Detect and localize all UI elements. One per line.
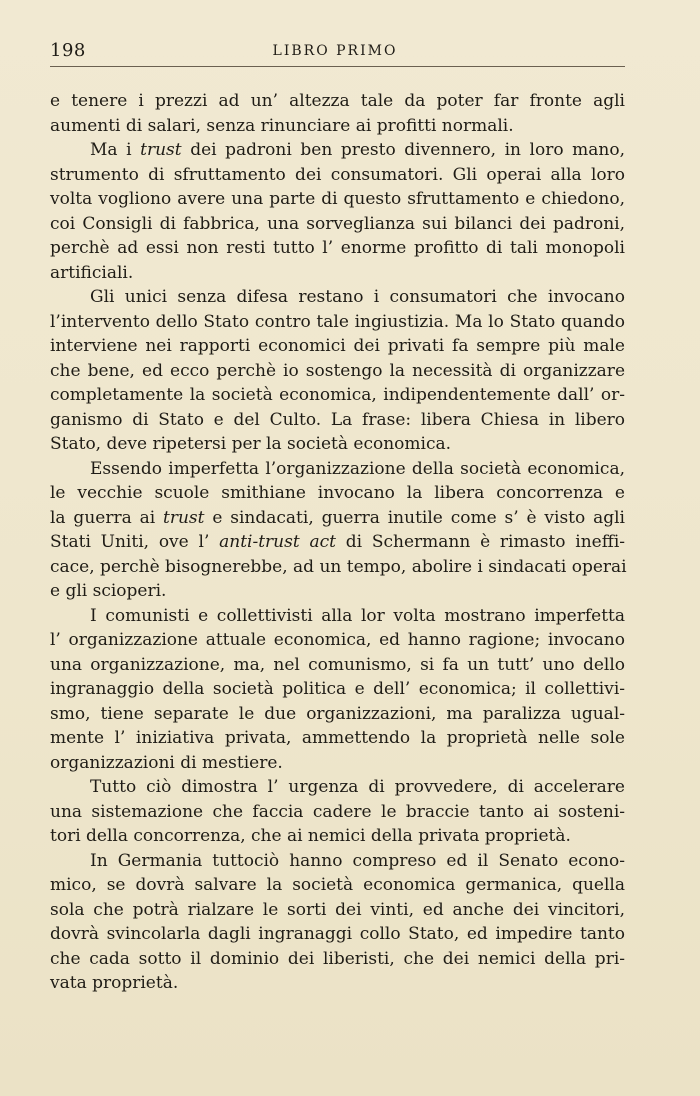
text-line: ganismo di Stato e del Culto. La frase: libera Chiesa in libero	[50, 409, 625, 430]
paragraph	[50, 89, 625, 138]
paragraph	[50, 604, 625, 776]
text-line: perchè ad essi non resti tutto l’ enorme profitto di tali monopoli	[50, 238, 625, 258]
text-line: organizzazioni di mestiere.	[50, 752, 283, 773]
text-line: In Germania tuttociò hanno compreso ed il Senato econo-	[90, 850, 625, 871]
text-line: le vecchie scuole smithiane invocano la libera concorrenza e	[50, 483, 625, 503]
body-text	[50, 89, 625, 996]
text-line: sola che potrà rialzare le sorti dei vinti, ed anche dei vincitori,	[50, 899, 625, 920]
text-line: una sistemazione che faccia cadere le braccie tanto ai sosteni-	[50, 801, 625, 822]
text-line: Stato, deve ripetersi per la società economica.	[50, 434, 452, 454]
text-line: cace, perchè bisognerebbe, ad un tempo, abolire i sindacati operai	[50, 556, 627, 577]
text-line: Ma i trust dei padroni ben presto divennero, in loro mano,	[90, 140, 625, 160]
italic-term: trust	[140, 140, 182, 160]
paragraph	[50, 138, 625, 285]
text-line: Stati Uniti, ove l’ anti-trust act di Schermann è rimasto ineffi-	[50, 532, 625, 552]
text-line: coi Consigli di fabbrica, una sorveglianza sui bilanci dei padroni,	[50, 213, 625, 234]
paragraph	[50, 775, 625, 849]
italic-term: trust	[163, 507, 205, 528]
page-number: 198	[50, 40, 86, 61]
text-line: Gli unici senza difesa restano i consumatori che invocano	[90, 287, 625, 307]
text-line: dovrà svincolarla dagli ingranaggi collo Stato, ed impedire tanto	[50, 924, 625, 944]
text-line: strumento di sfruttamento dei consumatori. Gli operai alla loro	[50, 164, 625, 185]
italic-term: anti-trust act	[219, 532, 336, 552]
text-line: Essendo imperfetta l’organizzazione della società economica,	[90, 458, 625, 479]
text-line: ingranaggio della società politica e dell’ economica; il collettivi-	[50, 679, 625, 699]
running-title: LIBRO PRIMO	[272, 43, 398, 59]
paragraph	[50, 849, 625, 996]
text-line: tori della concorrenza, che ai nemici della privata proprietà.	[50, 826, 571, 846]
text-line: vata proprietà.	[50, 973, 179, 993]
page-header	[50, 38, 620, 68]
text-line: che cada sotto il dominio dei liberisti, che dei nemici della pri-	[50, 948, 625, 969]
text-line: mico, se dovrà salvare la società economica germanica, quella	[50, 875, 625, 895]
paragraph	[50, 457, 625, 604]
text-line: Tutto ciò dimostra l’ urgenza di provvedere, di accelerare	[90, 777, 625, 797]
text-line: artificiali.	[50, 262, 134, 283]
text-line: completamente la società economica, indipendentemente dall’ or-	[50, 385, 625, 405]
text-line: una organizzazione, ma, nel comunismo, si fa un tutt’ uno dello	[50, 654, 625, 675]
text-line: aumenti di salari, senza rinunciare ai profitti normali.	[50, 115, 514, 136]
text-line: interviene nei rapporti economici dei privati fa sempre più male	[50, 336, 625, 356]
text-line: e gli scioperi.	[50, 581, 167, 601]
text-line: I comunisti e collettivisti alla lor volta mostrano imperfetta	[90, 605, 625, 626]
text-line: l’intervento dello Stato contro tale ingiustizia. Ma lo Stato quando	[50, 311, 625, 332]
paragraph	[50, 285, 625, 457]
header-rule	[50, 66, 625, 67]
text-line: che bene, ed ecco perchè io sostengo la necessità di organizzare	[50, 360, 625, 381]
text-line: smo, tiene separate le due organizzazioni, ma paralizza ugual-	[50, 703, 625, 724]
text-line: mente l’ iniziativa privata, ammettendo la proprietà nelle sole	[50, 728, 625, 748]
text-line: l’ organizzazione attuale economica, ed hanno ragione; invocano	[50, 630, 625, 650]
text-line: volta vogliono avere una parte di questo sfruttamento e chiedono,	[50, 189, 625, 209]
text-line: e tenere i prezzi ad un’ altezza tale da poter far fronte agli	[50, 91, 625, 111]
text-line: la guerra ai trust e sindacati, guerra inutile come s’ è visto agli	[50, 507, 625, 528]
